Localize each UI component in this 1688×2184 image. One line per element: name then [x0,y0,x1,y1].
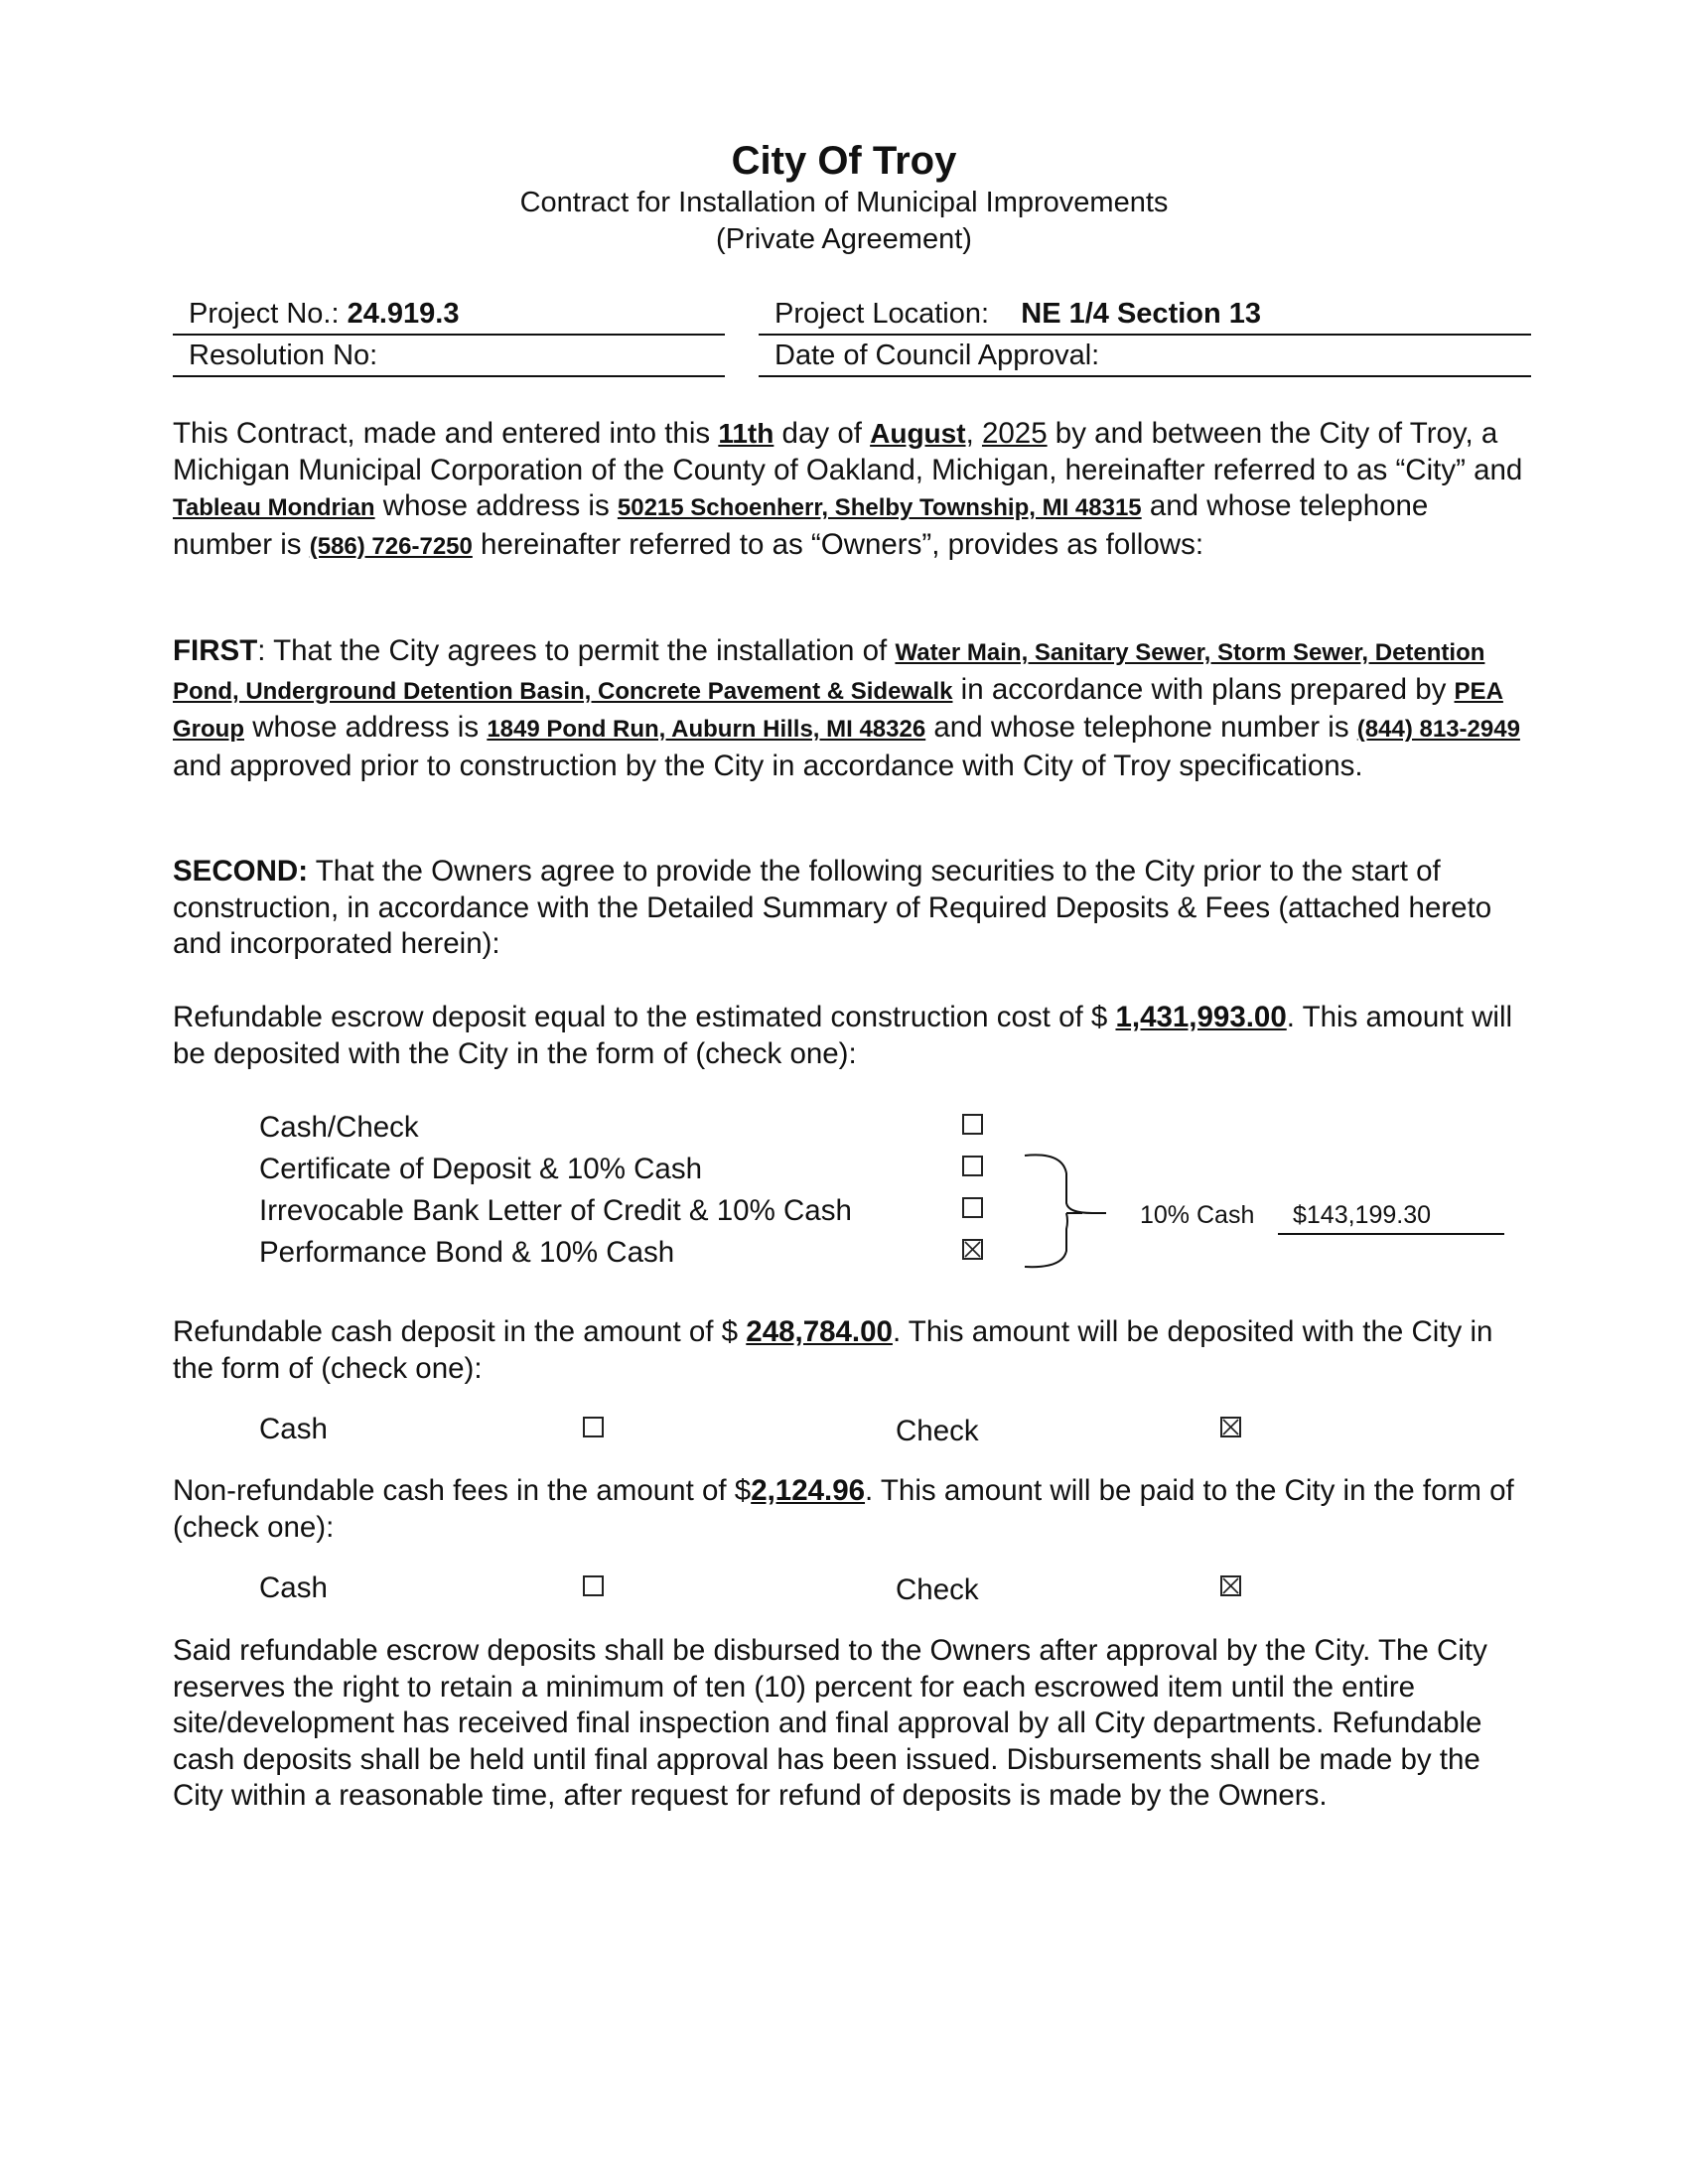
project-number-label: Project No.: [189,298,340,330]
fees-text-1: Non-refundable cash fees in the amount of $ [173,1474,752,1507]
checkbox-bank-letter-of-credit[interactable] [962,1197,983,1218]
intro-text-3: , [965,417,982,450]
document-title: City Of Troy [731,139,957,183]
resolution-number-label: Resolution No: [189,340,378,371]
document-subtitle: Contract for Installation of Municipal Improvements [519,187,1169,218]
fees-check-label: Check [896,1573,979,1606]
check-x-icon [1222,1577,1239,1594]
fees-text-2: . This amount will be paid to the City in the form of (check one): [173,1474,1514,1544]
closing-paragraph: Said refundable escrow deposits shall be disbursed to the Owners after approval by the City. The City reserves the right to retain a minimum of ten (10) percent for each escrowed item until the entire site/development has received final inspection and final approval by all City departments. Refundable cash deposits shall be held until final approval has been issued. Disbursements shall be made by the City within a reasonable time, after request for refund of deposits is made by the Owners. [173,1634,1487,1812]
ten-percent-cash-value: $143,199.30 [1293,1201,1432,1229]
check-x-icon [964,1241,981,1258]
document-subtitle-2: (Private Agreement) [716,223,972,255]
owner-address: 50215 Schoenherr, Shelby Township, MI 48315 [617,494,1142,521]
second-clause [173,854,1533,963]
first-text-3: whose address is [244,711,488,744]
cash-value-underline [1278,1233,1504,1235]
firm-address: 1849 Pond Run, Auburn Hills, MI 48326 [487,716,926,743]
contract-month: August [870,418,966,449]
second-text: That the Owners agree to provide the following securities to the City prior to the start of construction, in accordance with the Detailed Summary of Required Deposits & Fees (attached hereto and incorporated herein): [173,855,1492,960]
project-location-label: Project Location: [774,298,990,330]
first-text-1: : That the City agrees to permit the installation of [257,634,896,667]
brace-icon [1023,1152,1112,1271]
fees-amount: 2,124.96 [751,1474,866,1507]
intro-text-5: whose address is [374,489,618,522]
escrow-option-label: Irrevocable Bank Letter of Credit & 10% Cash [259,1194,852,1227]
project-location-field [759,294,1531,336]
intro-paragraph [173,416,1533,565]
project-number-value: 24.919.3 [347,298,460,330]
contract-year: 2025 [981,417,1048,450]
intro-text-4: by and between the City of Troy, a Michigan Municipal Corporation of the County of Oakland, Michigan, hereinafter referred to as “City” and [173,417,1523,486]
checkbox-performance-bond[interactable] [962,1239,983,1260]
cash-deposit-paragraph [173,1314,1533,1387]
first-text-2: in accordance with plans prepared by [952,672,1455,706]
first-text-5: and approved prior to construction by the City in accordance with City of Troy specifications. [173,749,1363,782]
escrow-option-label: Certificate of Deposit & 10% Cash [259,1153,702,1185]
intro-text-1: This Contract, made and entered into this [173,417,719,450]
escrow-option-label: Cash/Check [259,1111,419,1144]
contract-day: 11th [718,418,774,449]
owner-phone: (586) 726-7250 [309,532,473,560]
council-approval-field [759,336,1531,377]
cash-deposit-amount: 248,784.00 [746,1315,893,1348]
cash-deposit-text-1: Refundable cash deposit in the amount of $ [173,1315,747,1348]
check-x-icon [1222,1419,1239,1435]
firm-phone: (844) 813-2949 [1356,716,1520,743]
council-approval-label: Date of Council Approval: [774,340,1100,371]
intro-text-7: hereinafter referred to as “Owners”, provides as follows: [472,527,1204,561]
checkbox-fees-check[interactable] [1220,1575,1241,1596]
project-number-field [173,294,725,336]
project-location-value: NE 1/4 Section 13 [1021,298,1262,330]
checkbox-certificate-of-deposit[interactable] [962,1156,983,1176]
intro-text-2: day of [774,417,871,450]
escrow-paragraph [173,1000,1533,1072]
escrow-amount: 1,431,993.00 [1115,1001,1287,1033]
cash-deposit-check-label: Check [896,1415,979,1447]
document-header [0,137,1688,258]
first-label: FIRST [173,634,258,667]
fees-cash-label: Cash [259,1571,328,1604]
owner-name: Tableau Mondrian [173,494,375,521]
resolution-number-field [173,336,725,377]
first-clause [173,633,1533,784]
cash-deposit-text-2: . This amount will be deposited with the City in the form of (check one): [173,1315,1493,1385]
checkbox-deposit-check[interactable] [1220,1417,1241,1437]
checkbox-fees-cash[interactable] [583,1575,604,1596]
ten-percent-cash-label: 10% Cash [1140,1201,1255,1229]
intro-text-6: and whose telephone number is [173,489,1429,561]
escrow-option-label: Performance Bond & 10% Cash [259,1236,675,1269]
escrow-text-1: Refundable escrow deposit equal to the estimated construction cost of $ [173,1001,1116,1033]
fees-paragraph [173,1473,1533,1546]
cash-deposit-cash-label: Cash [259,1413,328,1445]
improvement-items: Water Main, Sanitary Sewer, Storm Sewer, Detention Pond, Underground Detention Basin, Concrete Pavement & Sidewalk [173,639,1485,705]
second-label: SECOND: [173,855,309,887]
engineering-firm: PEA Group [173,677,1503,743]
checkbox-cash-check[interactable] [962,1114,983,1135]
checkbox-deposit-cash[interactable] [583,1417,604,1437]
first-text-4: and whose telephone number is [925,711,1357,744]
escrow-text-2: . This amount will be deposited with the City in the form of (check one): [173,1001,1513,1070]
